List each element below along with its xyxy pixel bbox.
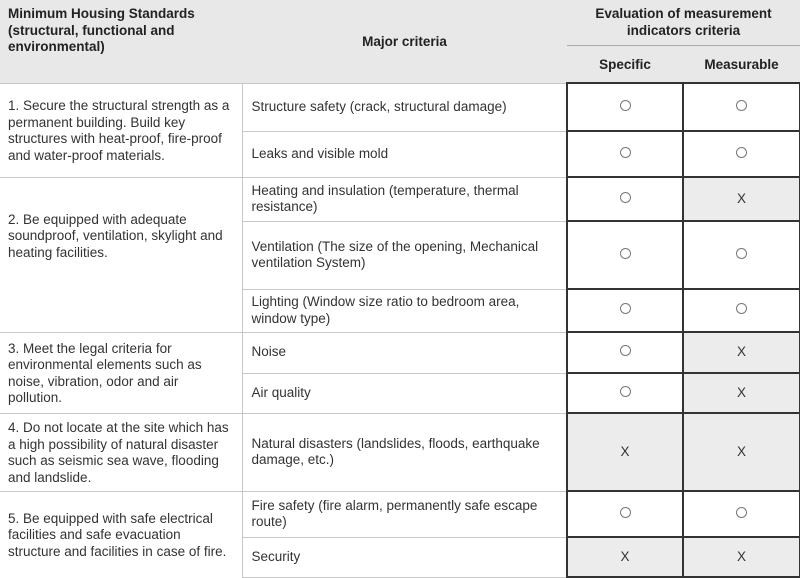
standard-cell-4: 4. Do not locate at the site which has a high possibility of natural disaster such as seismic sea wave, flooding and landslide. <box>0 413 242 491</box>
table-row <box>0 177 800 221</box>
criteria-cell: Fire safety (fire alarm, permanently safe escape route) <box>242 491 567 537</box>
criteria-cell: Lighting (Window size ratio to bedroom area, window type) <box>242 289 567 332</box>
criteria-cell: Ventilation (The size of the opening, Mechanical ventilation System) <box>242 221 567 289</box>
criteria-cell: Heating and insulation (temperature, thermal resistance) <box>242 177 567 221</box>
criteria-cell: Noise <box>242 332 567 373</box>
table-body <box>0 83 800 577</box>
specific-mark <box>567 413 683 491</box>
specific-mark <box>567 373 683 413</box>
standard-cell-3: 3. Meet the legal criteria for environmental elements such as noise, vibration, odor and air pollution. <box>0 332 242 413</box>
standard-cell-2: 2. Be equipped with adequate soundproof, ventilation, skylight and heating facilities. <box>0 177 242 332</box>
header-major-criteria: Major criteria <box>242 0 567 83</box>
table-row <box>0 491 800 537</box>
table-row <box>0 332 800 373</box>
circle-mark-icon <box>620 303 631 314</box>
header-standards: Minimum Housing Standards (structural, functional and environmental) <box>0 0 242 83</box>
measurable-mark <box>683 332 800 373</box>
circle-mark-icon <box>620 345 631 356</box>
standard-cell-5: 5. Be equipped with safe electrical facilities and safe evacuation structure and facilities in case of fire. <box>0 491 242 577</box>
measurable-mark <box>683 131 800 177</box>
specific-mark <box>567 131 683 177</box>
circle-mark-icon <box>736 100 747 111</box>
table-row <box>0 413 800 491</box>
measurable-mark <box>683 221 800 289</box>
measurable-mark <box>683 491 800 537</box>
criteria-cell: Air quality <box>242 373 567 413</box>
specific-mark <box>567 332 683 373</box>
criteria-cell: Leaks and visible mold <box>242 131 567 177</box>
circle-mark-icon <box>736 248 747 259</box>
circle-mark-icon <box>620 507 631 518</box>
specific-mark <box>567 221 683 289</box>
circle-mark-icon <box>620 192 631 203</box>
x-mark: X <box>736 548 746 564</box>
header-evaluation: Evaluation of measurement indicators criteria <box>567 0 800 46</box>
measurable-mark <box>683 289 800 332</box>
measurable-mark <box>683 413 800 491</box>
x-mark: X <box>620 548 630 564</box>
circle-mark-icon <box>736 507 747 518</box>
x-mark: X <box>736 344 746 360</box>
circle-mark-icon <box>620 100 631 111</box>
header-specific: Specific <box>567 46 683 84</box>
specific-mark <box>567 83 683 131</box>
specific-mark <box>567 177 683 221</box>
header-measurable: Measurable <box>683 46 800 84</box>
x-mark: X <box>736 384 746 400</box>
x-mark: X <box>620 443 630 459</box>
measurable-mark <box>683 537 800 577</box>
circle-mark-icon <box>736 147 747 158</box>
circle-mark-icon <box>620 147 631 158</box>
x-mark: X <box>736 190 746 206</box>
measurable-mark <box>683 83 800 131</box>
measurable-mark <box>683 373 800 413</box>
specific-mark <box>567 491 683 537</box>
circle-mark-icon <box>620 248 631 259</box>
circle-mark-icon <box>620 386 631 397</box>
criteria-cell: Security <box>242 537 567 577</box>
table-header <box>0 0 800 83</box>
criteria-cell: Natural disasters (landslides, floods, earthquake damage, etc.) <box>242 413 567 491</box>
circle-mark-icon <box>736 303 747 314</box>
measurable-mark <box>683 177 800 221</box>
criteria-cell: Structure safety (crack, structural damage) <box>242 83 567 131</box>
specific-mark <box>567 537 683 577</box>
specific-mark <box>567 289 683 332</box>
x-mark: X <box>736 443 746 459</box>
standard-cell-1: 1. Secure the structural strength as a permanent building. Build key structures with heat-proof, fire-proof and water-proof materials. <box>0 83 242 177</box>
table-row <box>0 83 800 131</box>
